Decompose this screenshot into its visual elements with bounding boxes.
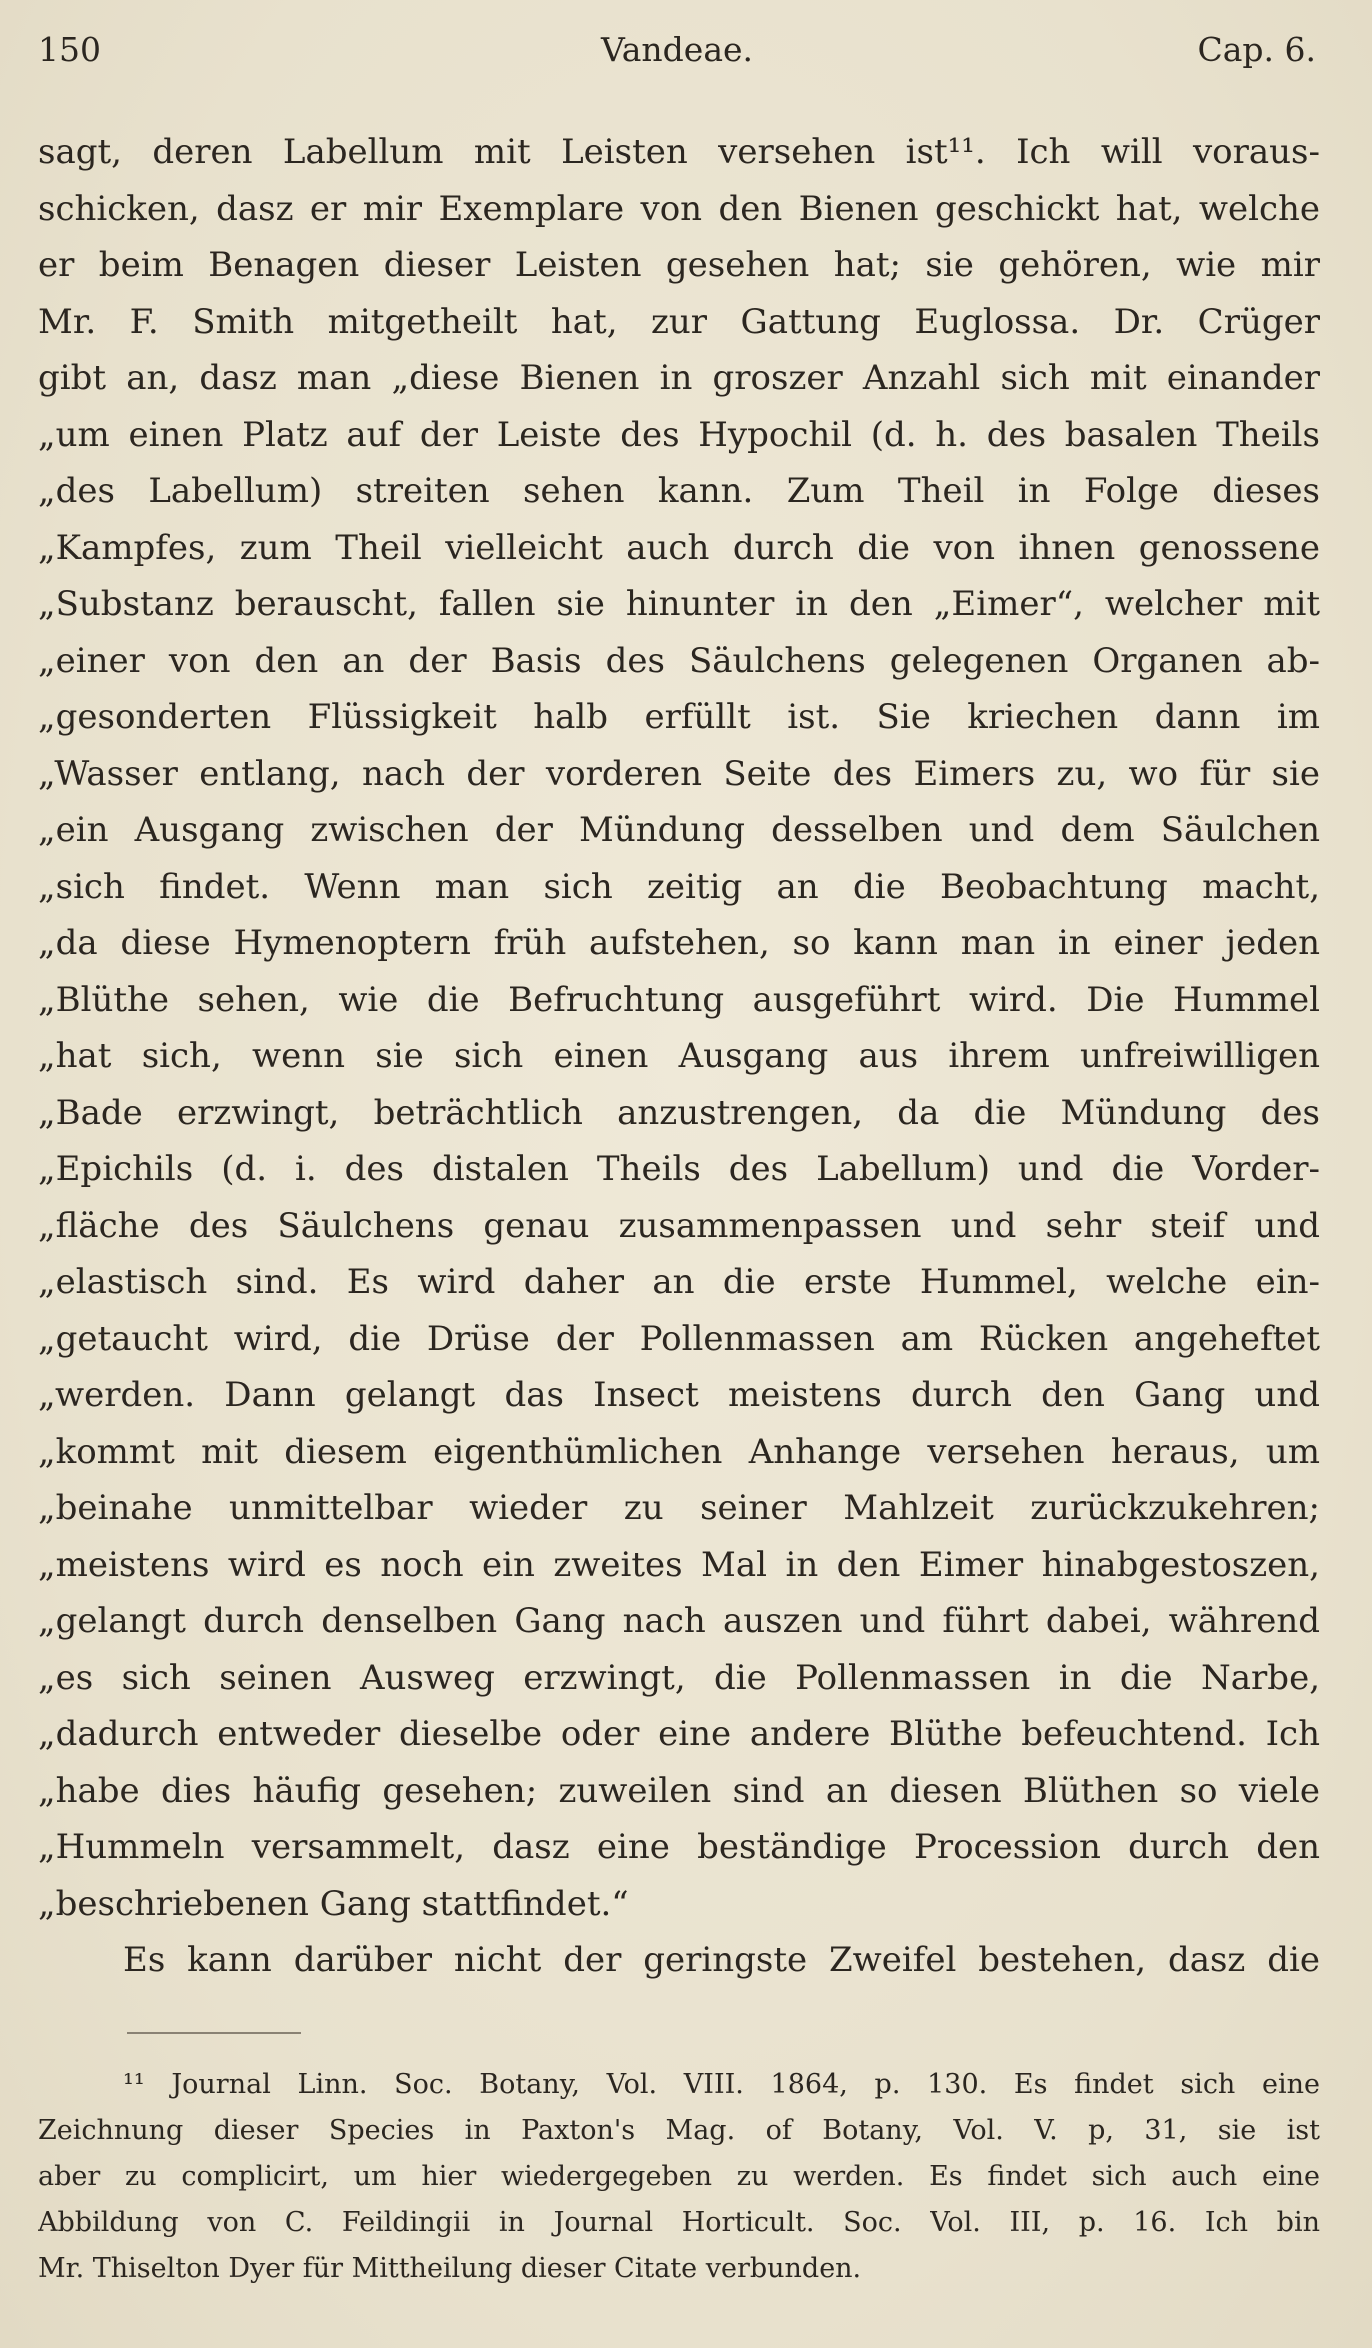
footnote-line: Mr. Thiselton Dyer für Mittheilung dieser Citate verbunden. [38,2253,862,2284]
footnote-line: Abbildung von C. Feildingii in Journal Horticult. Soc. Vol. III, p. 16. Ich bin [38,2207,1320,2238]
body-line: „beinahe unmittelbar wieder zu seiner Mahlzeit zurückzukehren; [38,1488,1320,1528]
body-line: „Blüthe sehen, wie die Befruchtung ausgeführt wird. Die Hummel [38,979,1320,1020]
body-text [38,124,1320,1989]
body-line: „Bade erzwingt, beträchtlich anzustrengen, da die Mündung des [38,1092,1320,1133]
body-line: „des Labellum) streiten sehen kann. Zum Theil in Folge dieses [38,471,1320,511]
body-line: „Wasser entlang, nach der vorderen Seite des Eimers zu, wo für sie [38,753,1320,794]
body-line: „einer von den an der Basis des Säulchens gelegenen Organen ab- [38,640,1320,681]
body-line: gibt an, dasz man „diese Bienen in groszer Anzahl sich mit einander [38,358,1320,398]
body-line: „habe dies häufig gesehen; zuweilen sind an diesen Blüthen so viele [38,1770,1320,1811]
body-line: Mr. F. Smith mitgetheilt hat, zur Gattung Euglossa. Dr. Crüger [38,301,1320,342]
body-line: „Substanz berauscht, fallen sie hinunter in den „Eimer“, welcher mit [38,584,1320,624]
running-title: Vandeae. [600,30,754,69]
body-line: schicken, dasz er mir Exemplare von den Bienen geschickt hat, welche [38,188,1320,229]
footnote-line: aber zu complicirt, um hier wiedergegeben zu werden. Es findet sich auch eine [38,2161,1320,2192]
body-line: „werden. Dann gelangt das Insect meistens durch den Gang und [38,1375,1320,1415]
chapter-label: Cap. 6. [1197,30,1316,69]
body-line: „elastisch sind. Es wird daher an die erste Hummel, welche ein- [38,1262,1320,1302]
body-line: er beim Benagen dieser Leisten gesehen hat; sie gehören, wie mir [38,245,1320,285]
body-line: „gesonderten Flüssigkeit halb erfüllt ist. Sie kriechen dann im [38,697,1320,737]
running-header [38,30,1316,80]
footnote-line: ¹¹ Journal Linn. Soc. Botany, Vol. VIII. 1864, p. 130. Es findet sich eine [123,2069,1320,2100]
body-line: „sich findet. Wenn man sich zeitig an die Beobachtung macht, [38,866,1320,907]
body-line: „gelangt durch denselben Gang nach auszen und führt dabei, während [38,1601,1320,1641]
page-number: 150 [38,30,101,69]
body-line: „beschriebenen Gang stattfindet.“ [38,1883,629,1924]
footnotes [38,2062,1320,2292]
body-line: „Epichils (d. i. des distalen Theils des Labellum) und die Vorder- [38,1149,1320,1189]
body-line: „hat sich, wenn sie sich einen Ausgang aus ihrem unfreiwilligen [38,1036,1320,1076]
body-line: sagt, deren Labellum mit Leisten versehen ist¹¹. Ich will voraus- [38,132,1320,172]
body-line: „fläche des Säulchens genau zusammenpassen und sehr steif und [38,1205,1320,1246]
body-line: „dadurch entweder dieselbe oder eine andere Blüthe befeuchtend. Ich [38,1714,1320,1754]
body-line-paragraph-start: Es kann darüber nicht der geringste Zweifel bestehen, dasz die [123,1940,1320,1980]
body-line: „um einen Platz auf der Leiste des Hypochil (d. h. des basalen Theils [38,414,1320,455]
body-line: „kommt mit diesem eigenthümlichen Anhange versehen heraus, um [38,1431,1320,1472]
body-line: „Kampfes, zum Theil vielleicht auch durch die von ihnen genossene [38,527,1320,568]
body-line: „meistens wird es noch ein zweites Mal in den Eimer hinabgestoszen, [38,1544,1320,1585]
footnote-line: Zeichnung dieser Species in Paxton's Mag. of Botany, Vol. V. p, 31, sie ist [38,2115,1320,2146]
footnote-separator [127,2032,301,2034]
body-line: „es sich seinen Ausweg erzwingt, die Pollenmassen in die Narbe, [38,1657,1320,1698]
body-line: „da diese Hymenoptern früh aufstehen, so kann man in einer jeden [38,923,1320,963]
body-line: „Hummeln versammelt, dasz eine beständige Procession durch den [38,1827,1320,1867]
body-line: „ein Ausgang zwischen der Mündung desselben und dem Säulchen [38,810,1320,850]
body-line: „getaucht wird, die Drüse der Pollenmassen am Rücken angeheftet [38,1318,1320,1359]
